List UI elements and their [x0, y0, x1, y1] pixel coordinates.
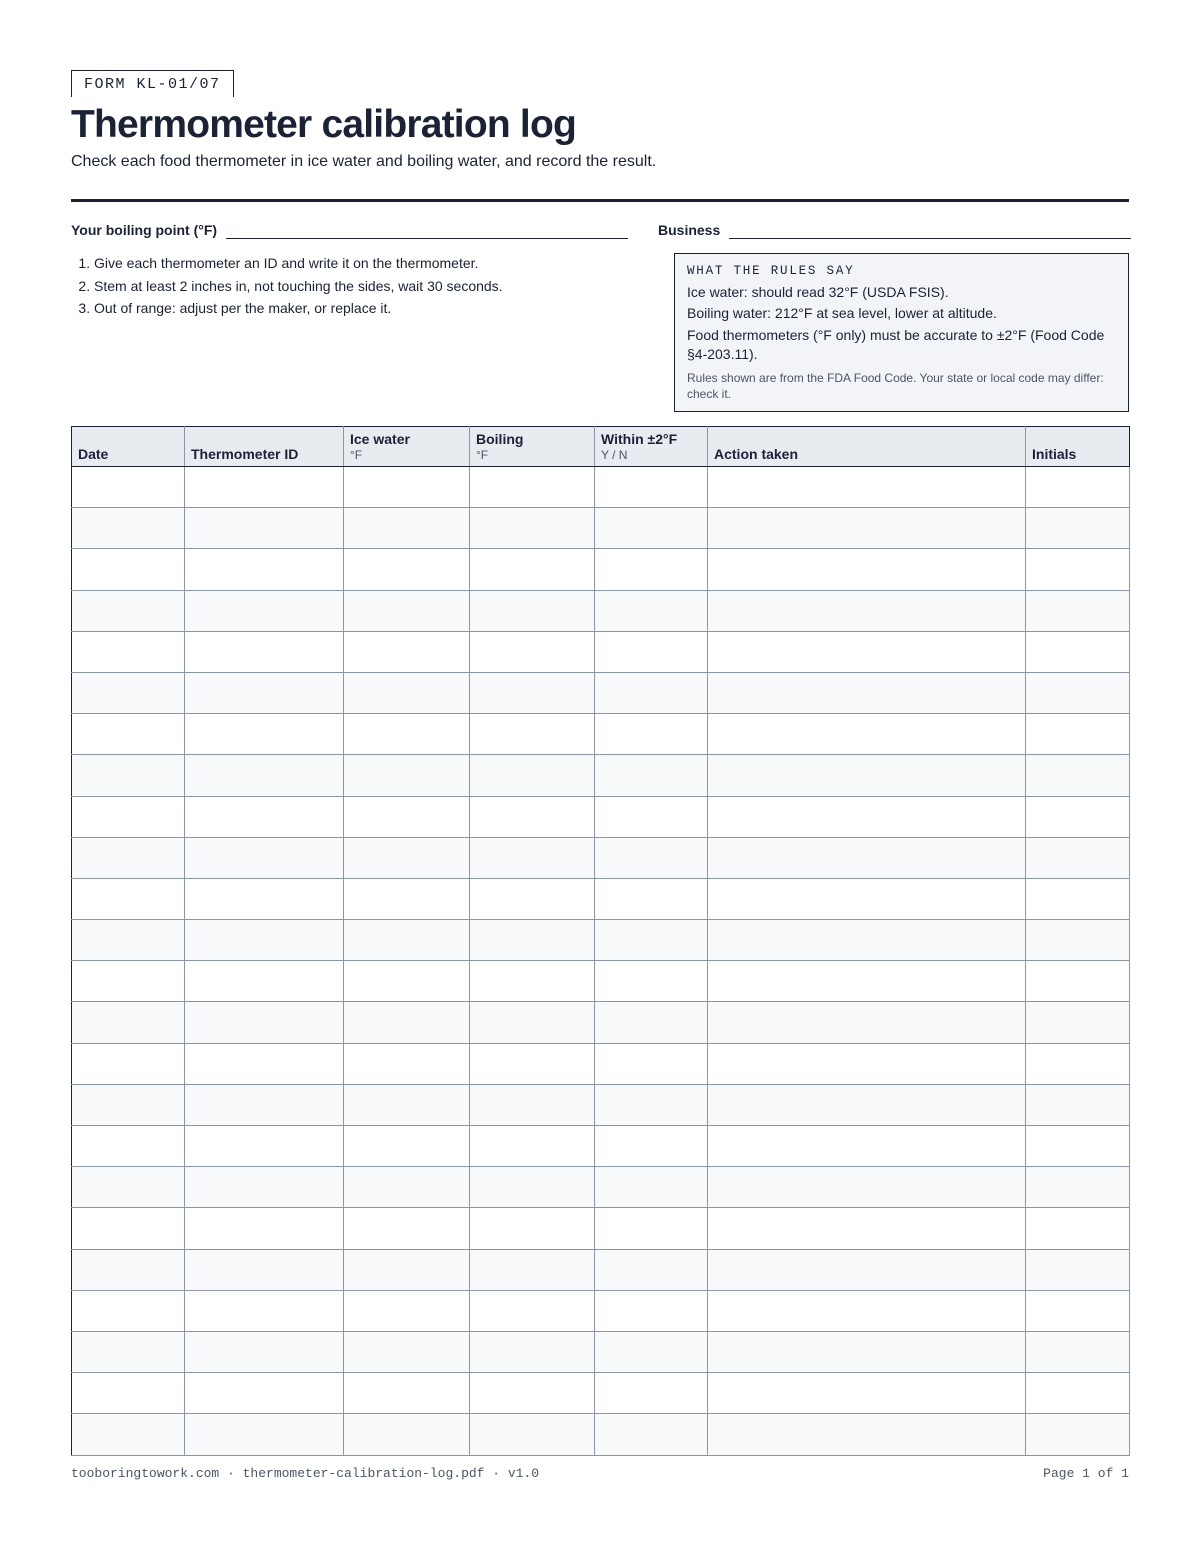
action-taken-cell[interactable]	[708, 631, 1026, 672]
within-range-cell[interactable]	[595, 1167, 708, 1208]
page-footer	[71, 1466, 1129, 1481]
rules-heading: WHAT THE RULES SAY	[687, 264, 855, 278]
initials-cell[interactable]	[1026, 1373, 1130, 1414]
column-header-label: Boiling	[476, 431, 524, 447]
within-range-cell[interactable]	[595, 1249, 708, 1290]
form-code-badge: FORM KL-01/07	[71, 70, 234, 97]
thermometer-id-cell[interactable]	[185, 1084, 344, 1125]
ice-water-cell[interactable]	[344, 672, 470, 713]
initials-cell[interactable]	[1026, 1043, 1130, 1084]
table-row	[72, 631, 1130, 672]
action-taken-cell[interactable]	[708, 920, 1026, 961]
ice-water-cell[interactable]	[344, 961, 470, 1002]
within-range-cell[interactable]	[595, 590, 708, 631]
boiling-cell[interactable]	[470, 1331, 595, 1372]
table-row	[72, 755, 1130, 796]
thermometer-id-cell[interactable]	[185, 1167, 344, 1208]
ice-water-cell[interactable]	[344, 467, 470, 508]
thermometer-id-cell[interactable]	[185, 508, 344, 549]
business-field-group	[658, 220, 1131, 239]
within-range-cell[interactable]	[595, 508, 708, 549]
within-range-cell[interactable]	[595, 796, 708, 837]
column-header-unit: Y / N	[601, 448, 628, 462]
boiling-cell[interactable]	[470, 549, 595, 590]
initials-cell[interactable]	[1026, 961, 1130, 1002]
thermometer-id-cell[interactable]	[185, 961, 344, 1002]
page-subtitle: Check each food thermometer in ice water and boiling water, and record the result.	[71, 153, 657, 170]
initials-cell[interactable]	[1026, 920, 1130, 961]
initials-cell[interactable]	[1026, 1208, 1130, 1249]
table-row	[72, 672, 1130, 713]
form-page	[71, 70, 1129, 462]
initials-cell[interactable]	[1026, 1002, 1130, 1043]
ice-water-cell[interactable]	[344, 755, 470, 796]
column-header-unit: °F	[476, 448, 489, 462]
boiling-cell[interactable]	[470, 1084, 595, 1125]
ice-water-cell[interactable]	[344, 1084, 470, 1125]
date-cell[interactable]	[72, 1126, 185, 1167]
thermometer-id-cell[interactable]	[185, 631, 344, 672]
date-cell[interactable]	[72, 1414, 185, 1455]
within-range-cell[interactable]	[595, 1414, 708, 1455]
date-cell[interactable]	[72, 508, 185, 549]
table-row	[72, 920, 1130, 961]
within-range-cell[interactable]	[595, 549, 708, 590]
action-taken-cell[interactable]	[708, 1126, 1026, 1167]
column-header-ice-water	[344, 427, 470, 467]
within-range-cell[interactable]	[595, 961, 708, 1002]
boiling-cell[interactable]	[470, 961, 595, 1002]
date-cell[interactable]	[72, 796, 185, 837]
date-cell[interactable]	[72, 920, 185, 961]
ice-water-cell[interactable]	[344, 920, 470, 961]
table-row	[72, 961, 1130, 1002]
table-row	[72, 1414, 1130, 1455]
rules-note: Rules shown are from the FDA Food Code. Your state or local code may differ: check it.	[687, 370, 1104, 401]
boiling-cell[interactable]	[470, 1043, 595, 1084]
within-range-cell[interactable]	[595, 1043, 708, 1084]
within-range-cell[interactable]	[595, 714, 708, 755]
thermometer-id-cell[interactable]	[185, 714, 344, 755]
column-header-action-taken	[708, 427, 1026, 467]
table-row	[72, 467, 1130, 508]
action-taken-cell[interactable]	[708, 672, 1026, 713]
date-cell[interactable]	[72, 1373, 185, 1414]
table-row	[72, 837, 1130, 878]
action-taken-cell[interactable]	[708, 1414, 1026, 1455]
initials-cell[interactable]	[1026, 1331, 1130, 1372]
table-row	[72, 1331, 1130, 1372]
table-row	[72, 796, 1130, 837]
boiling-cell[interactable]	[470, 714, 595, 755]
ice-water-cell[interactable]	[344, 508, 470, 549]
initials-cell[interactable]	[1026, 1414, 1130, 1455]
ice-water-cell[interactable]	[344, 837, 470, 878]
table-row	[72, 878, 1130, 919]
date-cell[interactable]	[72, 1331, 185, 1372]
action-taken-cell[interactable]	[708, 549, 1026, 590]
initials-cell[interactable]	[1026, 631, 1130, 672]
date-cell[interactable]	[72, 467, 185, 508]
boiling-cell[interactable]	[470, 755, 595, 796]
thermometer-id-cell[interactable]	[185, 1126, 344, 1167]
column-header-label: Initials	[1032, 446, 1077, 462]
table-header-row	[72, 427, 1130, 467]
thermometer-id-cell[interactable]	[185, 837, 344, 878]
boiling-cell[interactable]	[470, 920, 595, 961]
action-taken-cell[interactable]	[708, 1373, 1026, 1414]
date-cell[interactable]	[72, 1043, 185, 1084]
thermometer-id-cell[interactable]	[185, 672, 344, 713]
thermometer-id-cell[interactable]	[185, 1043, 344, 1084]
page-title: Thermometer calibration log	[71, 103, 576, 146]
action-taken-cell[interactable]	[708, 796, 1026, 837]
boiling-cell[interactable]	[470, 467, 595, 508]
ice-water-cell[interactable]	[344, 1043, 470, 1084]
header-divider	[71, 199, 1129, 202]
initials-cell[interactable]	[1026, 590, 1130, 631]
boiling-cell[interactable]	[470, 508, 595, 549]
boiling-cell[interactable]	[470, 1002, 595, 1043]
ice-water-cell[interactable]	[344, 549, 470, 590]
ice-water-cell[interactable]	[344, 714, 470, 755]
instruction-step: 2. Stem at least 2 inches in, not touching the sides, wait 30 seconds.	[94, 275, 654, 298]
thermometer-id-cell[interactable]	[185, 1331, 344, 1372]
action-taken-cell[interactable]	[708, 1167, 1026, 1208]
thermometer-id-cell[interactable]	[185, 796, 344, 837]
thermometer-id-cell[interactable]	[185, 878, 344, 919]
action-taken-cell[interactable]	[708, 961, 1026, 1002]
date-cell[interactable]	[72, 590, 185, 631]
initials-cell[interactable]	[1026, 672, 1130, 713]
action-taken-cell[interactable]	[708, 590, 1026, 631]
action-taken-cell[interactable]	[708, 1331, 1026, 1372]
ice-water-cell[interactable]	[344, 878, 470, 919]
date-cell[interactable]	[72, 1167, 185, 1208]
rules-callout	[674, 253, 1129, 412]
action-taken-cell[interactable]	[708, 1002, 1026, 1043]
date-cell[interactable]	[72, 1084, 185, 1125]
ice-water-cell[interactable]	[344, 1208, 470, 1249]
boiling-cell[interactable]	[470, 1414, 595, 1455]
date-cell[interactable]	[72, 878, 185, 919]
action-taken-cell[interactable]	[708, 1290, 1026, 1331]
date-cell[interactable]	[72, 549, 185, 590]
column-header-unit: °F	[350, 448, 363, 462]
within-range-cell[interactable]	[595, 755, 708, 796]
within-range-cell[interactable]	[595, 467, 708, 508]
within-range-cell[interactable]	[595, 920, 708, 961]
within-range-cell[interactable]	[595, 1331, 708, 1372]
ice-water-cell[interactable]	[344, 1002, 470, 1043]
ice-water-cell[interactable]	[344, 1331, 470, 1372]
initials-cell[interactable]	[1026, 878, 1130, 919]
action-taken-cell[interactable]	[708, 1084, 1026, 1125]
column-header-boiling	[470, 427, 595, 467]
date-cell[interactable]	[72, 1002, 185, 1043]
column-header-within-range	[595, 427, 708, 467]
date-cell[interactable]	[72, 631, 185, 672]
column-header-label: Ice water	[350, 431, 410, 447]
action-taken-cell[interactable]	[708, 1249, 1026, 1290]
ice-water-cell[interactable]	[344, 1414, 470, 1455]
thermometer-id-cell[interactable]	[185, 1249, 344, 1290]
ice-water-cell[interactable]	[344, 796, 470, 837]
rule-line: Ice water: should read 32°F (USDA FSIS).	[687, 283, 949, 300]
boiling-cell[interactable]	[470, 1126, 595, 1167]
within-range-cell[interactable]	[595, 1126, 708, 1167]
rule-line: Food thermometers (°F only) must be accurate to ±2°F (Food Code §4-203.11).	[687, 326, 1105, 362]
instruction-step: 3. Out of range: adjust per the maker, or replace it.	[94, 297, 654, 320]
thermometer-id-cell[interactable]	[185, 1414, 344, 1455]
ice-water-cell[interactable]	[344, 1373, 470, 1414]
initials-cell[interactable]	[1026, 796, 1130, 837]
boiling-cell[interactable]	[470, 837, 595, 878]
ice-water-cell[interactable]	[344, 631, 470, 672]
within-range-cell[interactable]	[595, 1290, 708, 1331]
boiling-cell[interactable]	[470, 1249, 595, 1290]
ice-water-cell[interactable]	[344, 1290, 470, 1331]
footer-source: tooboringtowork.com · thermometer-calibration-log.pdf · v1.0	[71, 1466, 540, 1481]
table-row	[72, 1373, 1130, 1414]
column-header-date	[72, 427, 185, 467]
within-range-cell[interactable]	[595, 672, 708, 713]
table-row	[72, 1084, 1130, 1125]
business-field[interactable]	[729, 220, 1131, 239]
table-row	[72, 1208, 1130, 1249]
within-range-cell[interactable]	[595, 1208, 708, 1249]
column-header-thermometer-id	[185, 427, 344, 467]
initials-cell[interactable]	[1026, 549, 1130, 590]
rule-line: Boiling water: 212°F at sea level, lower at altitude.	[687, 305, 997, 321]
column-header-initials	[1026, 427, 1130, 467]
column-header-label: Within ±2°F	[601, 431, 678, 447]
initials-cell[interactable]	[1026, 1167, 1130, 1208]
calibration-table	[71, 426, 1130, 1456]
thermometer-id-cell[interactable]	[185, 920, 344, 961]
within-range-cell[interactable]	[595, 1002, 708, 1043]
date-cell[interactable]	[72, 755, 185, 796]
date-cell[interactable]	[72, 1290, 185, 1331]
ice-water-cell[interactable]	[344, 1126, 470, 1167]
thermometer-id-cell[interactable]	[185, 1002, 344, 1043]
thermometer-id-cell[interactable]	[185, 549, 344, 590]
boiling-cell[interactable]	[470, 672, 595, 713]
thermometer-id-cell[interactable]	[185, 590, 344, 631]
table-row	[72, 1290, 1130, 1331]
ice-water-cell[interactable]	[344, 1249, 470, 1290]
business-label: Business	[658, 222, 721, 238]
initials-cell[interactable]	[1026, 467, 1130, 508]
within-range-cell[interactable]	[595, 631, 708, 672]
action-taken-cell[interactable]	[708, 1043, 1026, 1084]
table-row	[72, 714, 1130, 755]
initials-cell[interactable]	[1026, 1290, 1130, 1331]
ice-water-cell[interactable]	[344, 590, 470, 631]
thermometer-id-cell[interactable]	[185, 1290, 344, 1331]
boiling-cell[interactable]	[470, 1290, 595, 1331]
within-range-cell[interactable]	[595, 1373, 708, 1414]
date-cell[interactable]	[72, 837, 185, 878]
table-body	[72, 467, 1130, 1456]
date-cell[interactable]	[72, 672, 185, 713]
header-fields	[71, 220, 1129, 242]
initials-cell[interactable]	[1026, 1126, 1130, 1167]
ice-water-cell[interactable]	[344, 1167, 470, 1208]
thermometer-id-cell[interactable]	[185, 1373, 344, 1414]
within-range-cell[interactable]	[595, 837, 708, 878]
thermometer-id-cell[interactable]	[185, 1208, 344, 1249]
action-taken-cell[interactable]	[708, 714, 1026, 755]
table-row	[72, 1126, 1130, 1167]
boiling-cell[interactable]	[470, 1373, 595, 1414]
table-row	[72, 508, 1130, 549]
date-cell[interactable]	[72, 961, 185, 1002]
thermometer-id-cell[interactable]	[185, 467, 344, 508]
initials-cell[interactable]	[1026, 837, 1130, 878]
within-range-cell[interactable]	[595, 878, 708, 919]
page-number: Page 1 of 1	[1043, 1466, 1129, 1481]
boiling-cell[interactable]	[470, 631, 595, 672]
action-taken-cell[interactable]	[708, 508, 1026, 549]
date-cell[interactable]	[72, 1208, 185, 1249]
action-taken-cell[interactable]	[708, 1208, 1026, 1249]
boiling-cell[interactable]	[470, 1167, 595, 1208]
initials-cell[interactable]	[1026, 508, 1130, 549]
action-taken-cell[interactable]	[708, 467, 1026, 508]
action-taken-cell[interactable]	[708, 837, 1026, 878]
table-row	[72, 1249, 1130, 1290]
table-row	[72, 590, 1130, 631]
initials-cell[interactable]	[1026, 755, 1130, 796]
boiling-cell[interactable]	[470, 878, 595, 919]
initials-cell[interactable]	[1026, 1249, 1130, 1290]
table-row	[72, 1167, 1130, 1208]
instructions-list	[71, 252, 654, 320]
boiling-cell[interactable]	[470, 1208, 595, 1249]
initials-cell[interactable]	[1026, 1084, 1130, 1125]
boiling-point-label: Your boiling point (°F)	[71, 222, 218, 238]
boiling-point-field-group	[71, 220, 628, 239]
thermometer-id-cell[interactable]	[185, 755, 344, 796]
action-taken-cell[interactable]	[708, 878, 1026, 919]
column-header-label: Action taken	[714, 446, 799, 462]
column-header-label: Date	[78, 446, 109, 462]
boiling-cell[interactable]	[470, 590, 595, 631]
date-cell[interactable]	[72, 1249, 185, 1290]
date-cell[interactable]	[72, 714, 185, 755]
instruction-step: 1. Give each thermometer an ID and write it on the thermometer.	[94, 252, 654, 275]
column-header-label: Thermometer ID	[191, 446, 299, 462]
table-row	[72, 1002, 1130, 1043]
boiling-point-field[interactable]	[226, 220, 628, 239]
boiling-cell[interactable]	[470, 796, 595, 837]
action-taken-cell[interactable]	[708, 755, 1026, 796]
table-row	[72, 1043, 1130, 1084]
table-row	[72, 549, 1130, 590]
within-range-cell[interactable]	[595, 1084, 708, 1125]
initials-cell[interactable]	[1026, 714, 1130, 755]
